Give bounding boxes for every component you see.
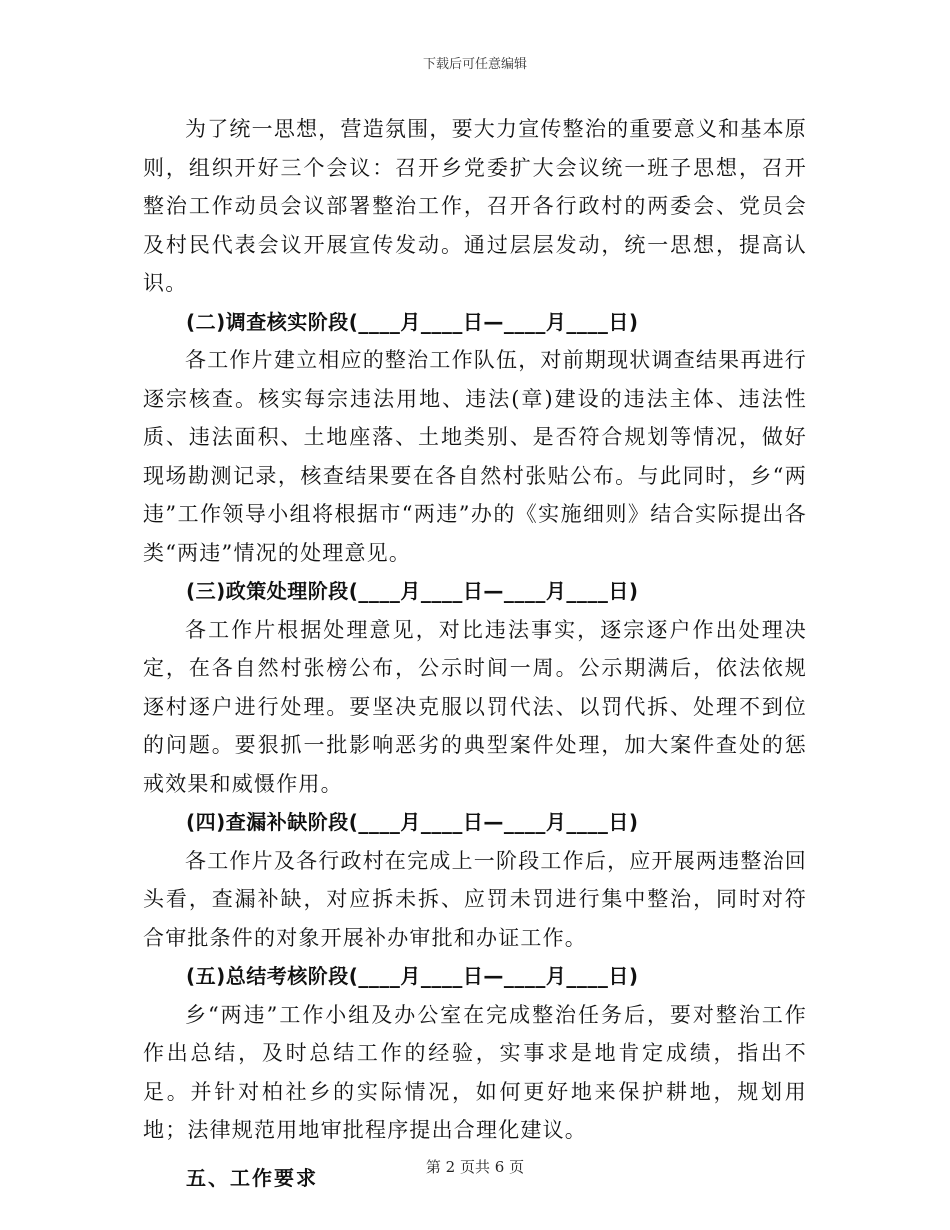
page-header: 下载后可任意编辑 — [422, 57, 527, 72]
page-footer: 第 2 页共 6 页 — [425, 1158, 525, 1176]
heading-investigation-stage: (二)调查核实阶段(____月____日—____月____日) — [186, 309, 639, 334]
paragraph-investigation: 各工作片建立相应的整治工作队伍，对前期现状调查结果再进行逐宗核查。核实每宗违法用地、违法(章)建设的违法主体、违法性质、违法面积、土地座落、土地类别、是否符合规划等情况，做好现场勘测记录，核查结果要在各自然村张贴公布。与此同时，乡“两违”工作领导小组将根据市“两违”办的《实施细则》结合实际提出各类“两违”情况的处理意见。 — [143, 348, 807, 565]
document-body — [143, 110, 807, 1198]
section-title-requirements: 五、工作要求 — [186, 1165, 318, 1190]
paragraph-propaganda: 为了统一思想，营造氛围，要大力宣传整治的重要意义和基本原则，组织开好三个会议：召开乡党委扩大会议统一班子思想，召开整治工作动员会议部署整治工作，召开各行政村的两委会、党员会及村民代表会议开展宣传发动。通过层层发动，统一思想，提高认识。 — [143, 117, 807, 295]
paragraph-review: 各工作片及各行政村在完成上一阶段工作后，应开展两违整治回头看，查漏补缺，对应拆未拆、应罚未罚进行集中整治，同时对符合审批条件的对象开展补办审批和办证工作。 — [143, 848, 807, 950]
paragraph-summary: 乡“两违”工作小组及办公室在完成整治任务后，要对整治工作作出总结，及时总结工作的经验，实事求是地肯定成绩，指出不足。并针对柏社乡的实际情况，如何更好地来保护耕地，规划用地；法律规范用地审批程序提出合理化建议。 — [143, 1002, 807, 1142]
heading-review-stage: (四)查漏补缺阶段(____月____日—____月____日) — [186, 810, 639, 834]
heading-summary-stage: (五)总结考核阶段(____月____日—____月____日) — [186, 964, 639, 988]
heading-policy-stage: (三)政策处理阶段(____月____日—____月____日) — [186, 579, 639, 603]
paragraph-policy: 各工作片根据处理意见，对比违法事实，逐宗逐户作出处理决定，在各自然村张榜公布，公示时间一周。公示期满后，依法依规逐村逐户进行处理。要坚决克服以罚代法、以罚代拆、处理不到位的问题。要狠抓一批影响恶劣的典型案件处理，加大案件查处的惩戒效果和威慑作用。 — [143, 617, 807, 796]
